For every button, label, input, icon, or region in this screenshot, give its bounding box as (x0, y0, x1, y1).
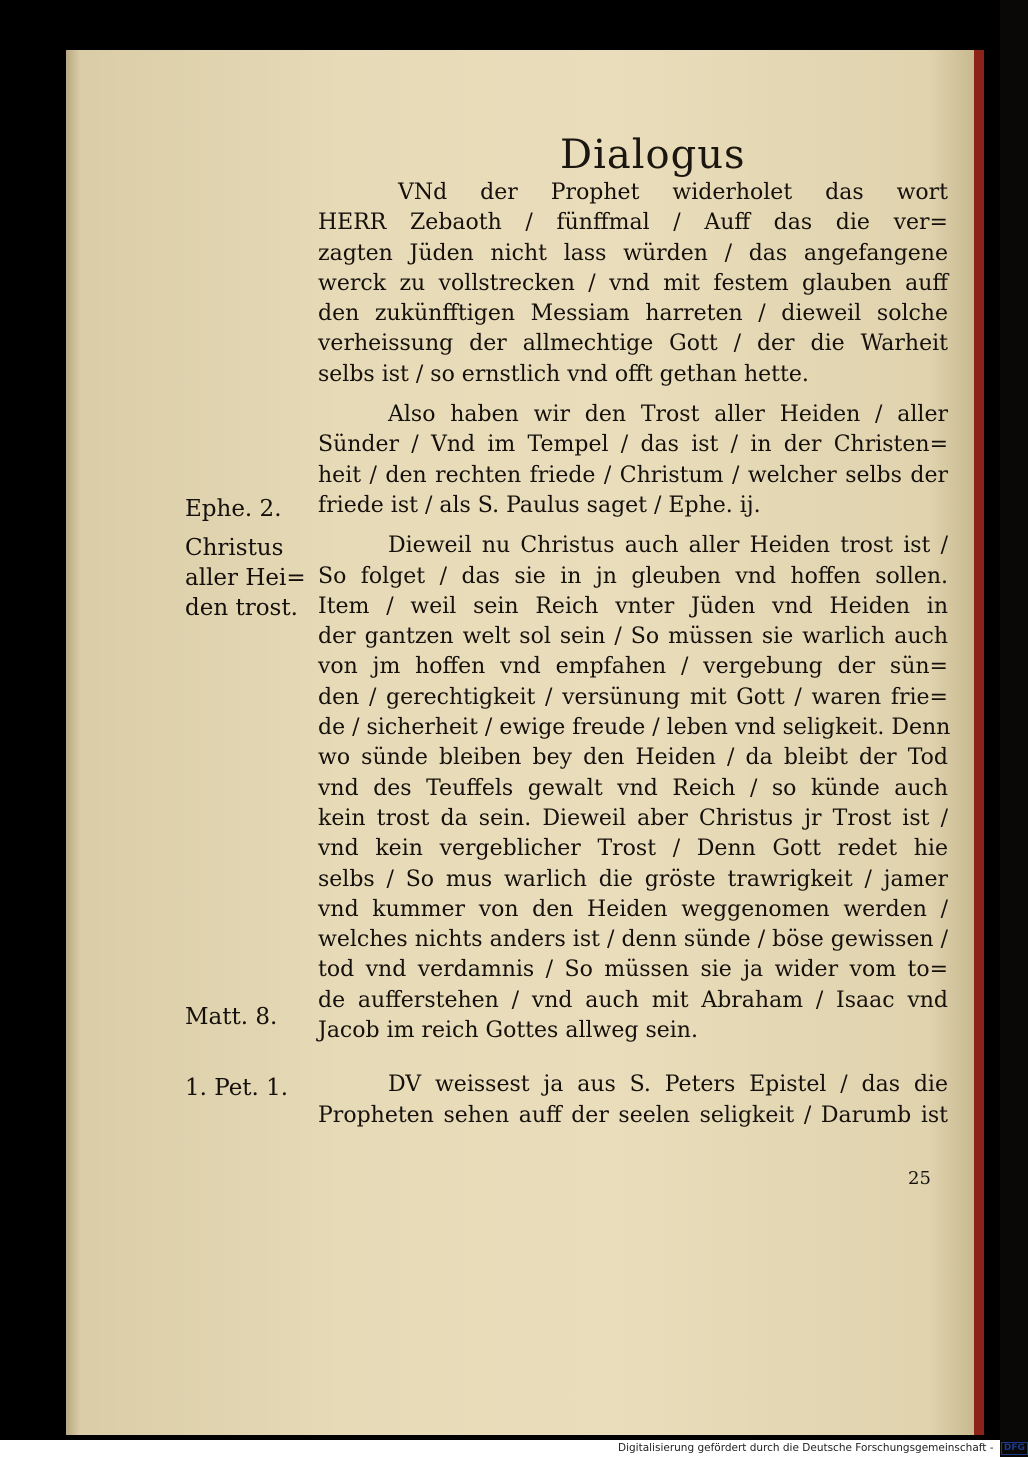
text-line: vnd des Teuffels gewalt vnd Reich / so künde auch (318, 775, 948, 801)
text-line: werck zu vollstrecken / vnd mit festem glauben auff (318, 270, 948, 296)
margin-note-christus: aller Hei= (185, 565, 306, 591)
footer-text: Digitalisierung gefördert durch die Deutsche Forschungsgemeinschaft - (618, 1442, 994, 1454)
text-line: Also haben wir den Trost aller Heiden / aller (388, 402, 948, 428)
text-line: friede ist / als S. Paulus saget / Ephe. ij. (318, 492, 761, 518)
text-line: den zukünfftigen Messiam harreten / dieweil solche (318, 301, 948, 327)
margin-note-matt: Matt. 8. (185, 1004, 278, 1030)
text-line: de aufferstehen / vnd auch mit Abraham / Isaac vnd (318, 987, 948, 1013)
text-line: Item / weil sein Reich vnter Jüden vnd Heiden in (318, 593, 948, 619)
margin-note-christus: den trost. (185, 595, 298, 621)
text-line: HERR Zebaoth / fünffmal / Auff das die ver= (318, 210, 948, 236)
text-line: VNd der Prophet widerholet das wort (398, 180, 948, 205)
text-line: der gantzen welt sol sein / So müssen sie warlich auch (318, 624, 948, 650)
text-line: Sünder / Vnd im Tempel / das ist / in der Christen= (318, 432, 948, 458)
text-line: vnd kein vergeblicher Trost / Denn Gott redet hie (318, 836, 948, 862)
digitization-footer (612, 1440, 1025, 1457)
text-line: zagten Jüden nicht lass würden / das angefangene (318, 240, 948, 266)
main-text-block (318, 178, 951, 1131)
text-line: den / gerechtigkeit / versünung mit Gott / waren frie= (318, 684, 948, 710)
text-line: heit / den rechten friede / Christum / welcher selbs der (318, 462, 948, 488)
text-line: de / sicherheit / ewige freude / leben vnd seligkeit. Denn (318, 715, 951, 741)
page-gutter-shadow (66, 50, 80, 1435)
text-line: vnd kummer von den Heiden weggenomen werden / (318, 896, 948, 922)
text-line: Propheten sehen auff der seelen seligkeit / Darumb ist (318, 1102, 948, 1128)
footer-blank (0, 1440, 612, 1457)
text-line: Dieweil nu Christus auch aller Heiden trost ist / (388, 533, 948, 559)
text-line: wo sünde bleiben bey den Heiden / da bleibt der Tod (318, 745, 948, 771)
text-line: verheissung der allmechtige Gott / der die Warheit (318, 331, 948, 357)
margin-note-christus: Christus (185, 535, 284, 561)
text-line: selbs ist / so ernstlich vnd offt gethan hette. (318, 361, 809, 387)
text-line: tod vnd verdamnis / So müssen sie ja wider vom to= (318, 957, 948, 983)
margin-note-ephe: Ephe. 2. (185, 496, 282, 522)
text-line: von jm hoffen vnd empfahen / vergebung der sün= (318, 654, 948, 680)
text-line: DV weissest ja aus S. Peters Epistel / das die (388, 1072, 948, 1098)
text-line: kein trost da sein. Dieweil aber Christus jr Trost ist / (318, 805, 948, 831)
dfg-logo: DFG (1001, 1442, 1028, 1455)
running-head: Dialogus (560, 132, 746, 178)
text-line: So folget / das sie in jn gleuben vnd hoffen sollen. (318, 563, 948, 589)
text-line: selbs / So mus warlich die gröste trawrigkeit / jamer (318, 866, 948, 892)
margin-note-pet: 1. Pet. 1. (185, 1075, 289, 1101)
text-line: welches nichts anders ist / denn sünde / böse gewissen / (318, 927, 948, 953)
text-line: Jacob im reich Gottes allweg sein. (318, 1018, 698, 1044)
page-signature: 25 (908, 1168, 931, 1189)
